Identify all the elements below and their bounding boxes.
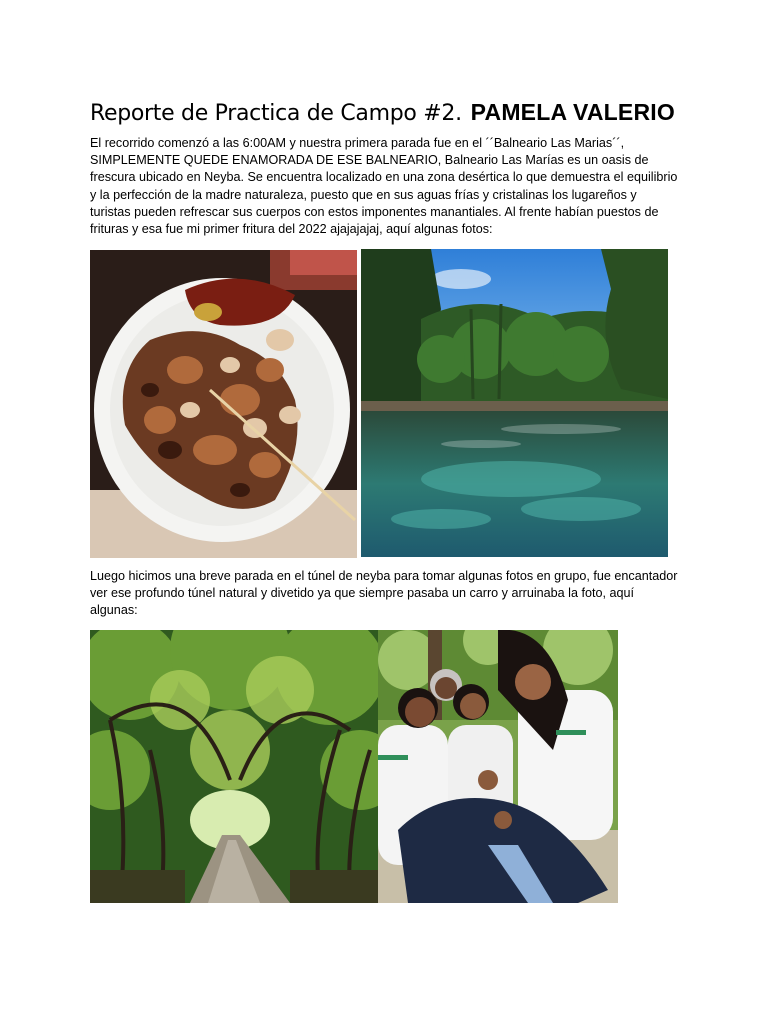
title-report: Reporte de Practica de Campo #2. bbox=[90, 101, 462, 126]
tree-tunnel-photo bbox=[90, 630, 378, 903]
title-author: PAMELA VALERIO bbox=[470, 99, 675, 125]
paragraph-balneario: El recorrido comenzó a las 6:00AM y nuestra primera parada fue en el ´´Balneario Las Marias´´, SIMPLEMENTE QUEDE ENAMORADA DE ESE BALNEARIO, Balneario Las Marías es un oasis de frescura ubicado en Neyba. Se encuentra localizado en una zona desértica lo que demuestra el equilibrio y la perfección de la madre naturaleza, puesto que en sus aguas frías y cristalinas los lugareños y turistas pueden refrescar sus cuerpos con estos imponentes manantiales. Al frente habían puestos de frituras y esa fue mi primer fritura del 2022 ajajajajaj, aquí algunas fotos: bbox=[90, 136, 678, 237]
page-title bbox=[90, 93, 690, 130]
fried-food-plate-photo bbox=[90, 250, 357, 558]
spring-lake-photo bbox=[361, 249, 668, 557]
group-photo bbox=[378, 630, 618, 903]
paragraph-tunnel: Luego hicimos una breve parada en el túnel de neyba para tomar algunas fotos en grupo, fue encantador ver ese profundo túnel natural y divetido ya que siempre pasaba un carro y arruinaba la foto, aquí algunas: bbox=[90, 569, 678, 618]
